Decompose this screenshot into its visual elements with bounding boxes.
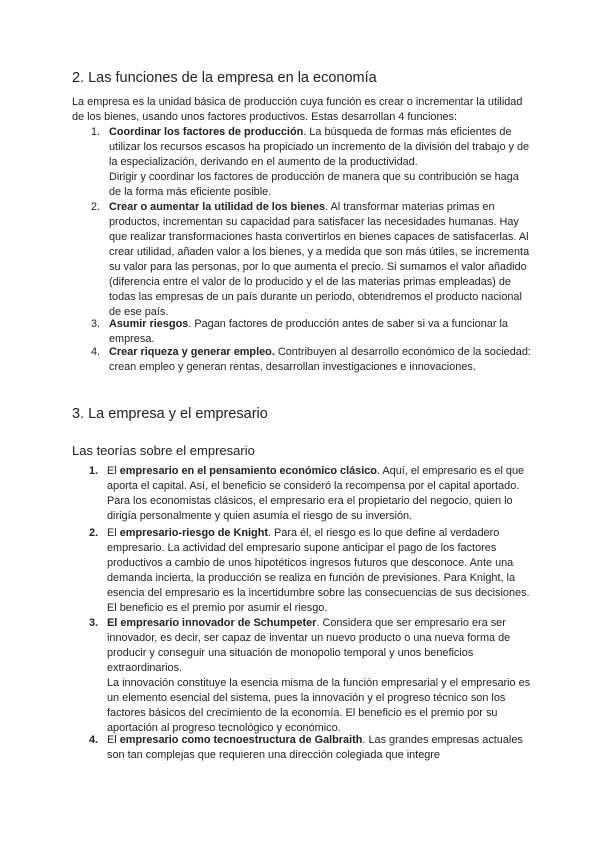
s3-item-4-text: . Las grandes empresas actuales son tan complejas que requieren una dirección colegiada que integre — [107, 734, 523, 761]
s2-item-2-text: . Al transformar materias primas en productos, incrementan su capacidad para satisfacer las necesidades humanas. Hay que realizar transformaciones hasta convertirlos en bienes capaces de satisfacerlas. Al crear utilidad, añaden valor a los bienes, y a medida que son más útiles, se incrementa su valor para las personas, por lo que aumenta el precio. Si sumamos el valor añadido (diferencia entre el valor de lo producido y el de las materias primas empleadas) de todas las empresas de un país durante un periodo, obtendremos el producto nacional de ese país. — [109, 201, 530, 318]
s3-item-1-text: . Aquí, el empresario es el que aporta el capital. Así, el beneficio se consideró la recompensa por el capital aportado. Para los economistas clásicos, el empresario era el propietario del negocio, quien lo dirigía personalmente y quien asumía el riesgo de su inversión. — [107, 465, 525, 522]
s2-item-4-number: 4. — [91, 346, 101, 358]
s2-item-3-title: Asumir riesgos — [109, 318, 189, 330]
s3-item-3-extra: La innovación constituye la esencia misma de la función empresarial y el empresario es un elemento esencial del sistema, pues la innovación y el progreso técnico son los factores básicos del crecimiento de la economía. El beneficio es el premio por su aportación al progreso tecnológico y económico. — [107, 677, 531, 734]
s3-item-2-pre: El — [107, 527, 120, 539]
section-2-intro: La empresa es la unidad básica de producción cuya función es crear o incrementar la utilidad de los bienes, usando unos factores productivos. Estas desarrollan 4 funciones: — [72, 96, 523, 123]
s2-item-1-number: 1. — [91, 126, 101, 138]
section-2-heading: 2. Las funciones de la empresa en la economía — [72, 70, 377, 86]
s3-item-1-number: 1. — [89, 465, 99, 477]
s2-item-4-title: Crear riqueza y generar empleo. — [109, 346, 275, 358]
s2-item-3-number: 3. — [91, 318, 101, 330]
s3-item-3 — [107, 616, 532, 736]
s3-item-3-text: . Considera que ser empresario era ser innovador, es decir, ser capaz de inventar un nuevo producto o una nueva forma de producir y conseguir una situación de monopolio temporal y unos beneficios extraordinarios. — [107, 617, 511, 674]
s2-item-1-title: Coordinar los factores de producción — [109, 126, 304, 138]
s3-item-2-title: empresario-riesgo de Knight — [119, 527, 268, 539]
s3-item-4-number: 4. — [89, 734, 99, 746]
s3-item-4-title: empresario como tecnoestructura de Galbraith — [119, 734, 363, 746]
s3-item-3-number: 3. — [89, 617, 99, 629]
s3-item-2-number: 2. — [89, 527, 99, 539]
s2-item-4-text: Contribuyen al desarrollo económico de la sociedad: crean empleo y generan rentas, desarrollan investigaciones e innovaciones. — [109, 346, 531, 373]
s2-item-1 — [109, 125, 532, 200]
s2-item-3 — [109, 317, 532, 347]
s3-item-1-title: empresario en el pensamiento económico clásico — [119, 465, 377, 477]
s2-item-1-text: . La búsqueda de formas más eficientes de utilizar los recursos escasos ha propiciado un incremento de la división del trabajo y de la especialización, derivando en el aumento de la productividad. — [109, 126, 530, 168]
s2-item-2-number: 2. — [91, 201, 101, 213]
s2-item-1-extra: Dirigir y coordinar los factores de producción de manera que su contribución se haga de la forma más eficiente posible. — [109, 171, 519, 198]
s3-item-2-text: . Para él, el riesgo es lo que define al verdadero empresario. La actividad del empresario supone anticipar el pago de los factores productivos a cambio de unos hipotéticos ingresos futuros que desconoce. Ante una demanda incierta, la producción se realiza en función de previsiones. Para Knight, la esencia del empresario es la incertidumbre sobre las consecuencias de sus decisiones. El beneficio es el premio por asumir el riesgo. — [107, 527, 530, 614]
s2-item-3-text: . Pagan factores de producción antes de saber si va a funcionar la empresa. — [109, 318, 508, 345]
s3-item-3-title: El empresario innovador de Schumpeter — [107, 617, 317, 629]
s3-item-1 — [107, 464, 532, 524]
s2-item-2-title: Crear o aumentar la utilidad de los bienes — [109, 201, 326, 213]
s2-item-2 — [109, 200, 532, 320]
s3-item-4 — [107, 733, 532, 763]
s3-item-2 — [107, 526, 532, 616]
section-3-subheading: Las teorías sobre el empresario — [72, 443, 255, 458]
section-3-heading: 3. La empresa y el empresario — [72, 406, 268, 422]
s3-item-4-pre: El — [107, 734, 120, 746]
s3-item-1-pre: El — [107, 465, 120, 477]
s2-item-4 — [109, 345, 532, 375]
